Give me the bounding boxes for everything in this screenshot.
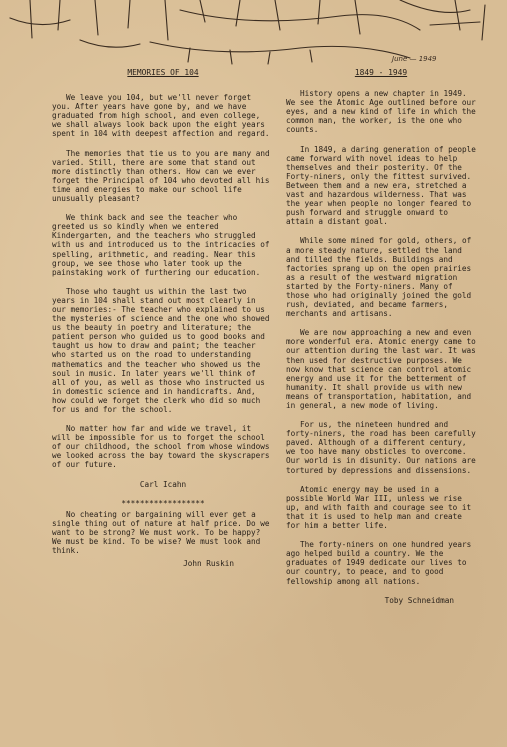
left-author: Carl Icahn	[139, 479, 187, 489]
right-paragraph: In 1849, a daring generation of people came forward with novel ideas to help themselves and their posterity. Of the Forty-niners, only the fittest survived. Between them and a new era, stretched a vast and hazardous wilderness. That was the year when people no longer feared to push forward and struggle onward to attain a distant goal.	[286, 144, 476, 227]
left-title: MEMORIES OF 104	[127, 68, 199, 77]
left-paragraph: The memories that tie us to you are many and varied. Still, there are some that stand out more distinctly than others. How can we ever forget the Principal of 104 who devoted all his time and energies to make our school life unusually pleasant?	[52, 148, 270, 204]
header-signature: June — 1949	[392, 55, 437, 63]
ruskin-quote: No cheating or bargaining will ever get a single thing out of nature at half price. Do we want to be strong? We must work. To be happy? We must be kind. To be wise? We must look and think.	[52, 509, 270, 556]
left-paragraph: Those who taught us within the last two years in 104 shall stand out most clearly in our memories:- The teacher who explained to us the mysteries of science and the one who showed us the beauty in poetry and literature; the patient person who guided us to good books and taught us how to draw and paint; the teacher who started us on the road to understanding mathematics and the teacher who showed us the soul in music. In later years we'll think of all of you, as well as those who instructed us in domestic science and in handicrafts. And, how could we forget the clerk who did so much for us and for the school.	[52, 286, 270, 414]
right-paragraph: We are now approaching a new and even more wonderful era. Atomic energy came to our attention during the last war. It was then used for destructive purposes. We now know that science can control atomic energy and use it for the betterment of humanity. It shall provide us with new means of transportation, habitation, and in general, a new mode of living.	[286, 328, 476, 410]
right-paragraph: The forty-niners on one hundred years ago helped build a country. We the graduates of 1949 dedicate our lives to our country, to peace, and to good fellowship among all nations.	[286, 540, 472, 586]
right-paragraph: While some mined for gold, others, of a more steady nature, settled the land and tilled the fields. Buildings and factories sprang up on the open prairies as a result of the westward migration started by the Forty-niners. Many of those who had originally joined the gold rush, deviated, and became farmers, merchants and artisans.	[286, 236, 472, 319]
right-author: Toby Schneidman	[384, 595, 454, 605]
right-title: 1849 - 1949	[354, 68, 408, 77]
right-column	[286, 68, 476, 605]
quote-author: John Ruskin	[183, 559, 234, 569]
left-paragraph: We think back and see the teacher who greeted us so kindly when we entered Kindergarten, and the teachers who struggled with us and introduced us to the intricacies of spelling, arithmetic, and reading. Near this group, we see those who later took up the painstaking work of furthering our education.	[52, 213, 270, 277]
right-paragraph: History opens a new chapter in 1949. We see the Atomic Age outlined before our eyes, and a new kind of life in which the common man, the worker, is the one who counts.	[286, 89, 476, 135]
right-paragraph: For us, the nineteen hundred and forty-niners, the road has been carefully paved. Although of a different century, we too have many obsticles to overcome. Our world is in disunity. Our nations are tortured by depressions and dissensions.	[286, 420, 476, 475]
left-paragraph: No matter how far and wide we travel, it will be impossible for us to forget the school of our childhood, the school from whose windows we looked across the bay toward the skyscrapers of our future.	[52, 424, 270, 470]
left-column	[52, 68, 274, 568]
left-paragraph: We leave you 104, but we'll never forget you. After years have gone by, and we have graduated from high school, and even college, we shall always look back upon the eight years spent in 104 with deepest affection and regard.	[52, 93, 270, 139]
asterisk-divider: ******************	[121, 498, 205, 508]
right-paragraph: Atomic energy may be used in a possible World War III, unless we rise up, and with faith and courage see to it that it is used to help man and create for him a better life.	[286, 484, 472, 531]
